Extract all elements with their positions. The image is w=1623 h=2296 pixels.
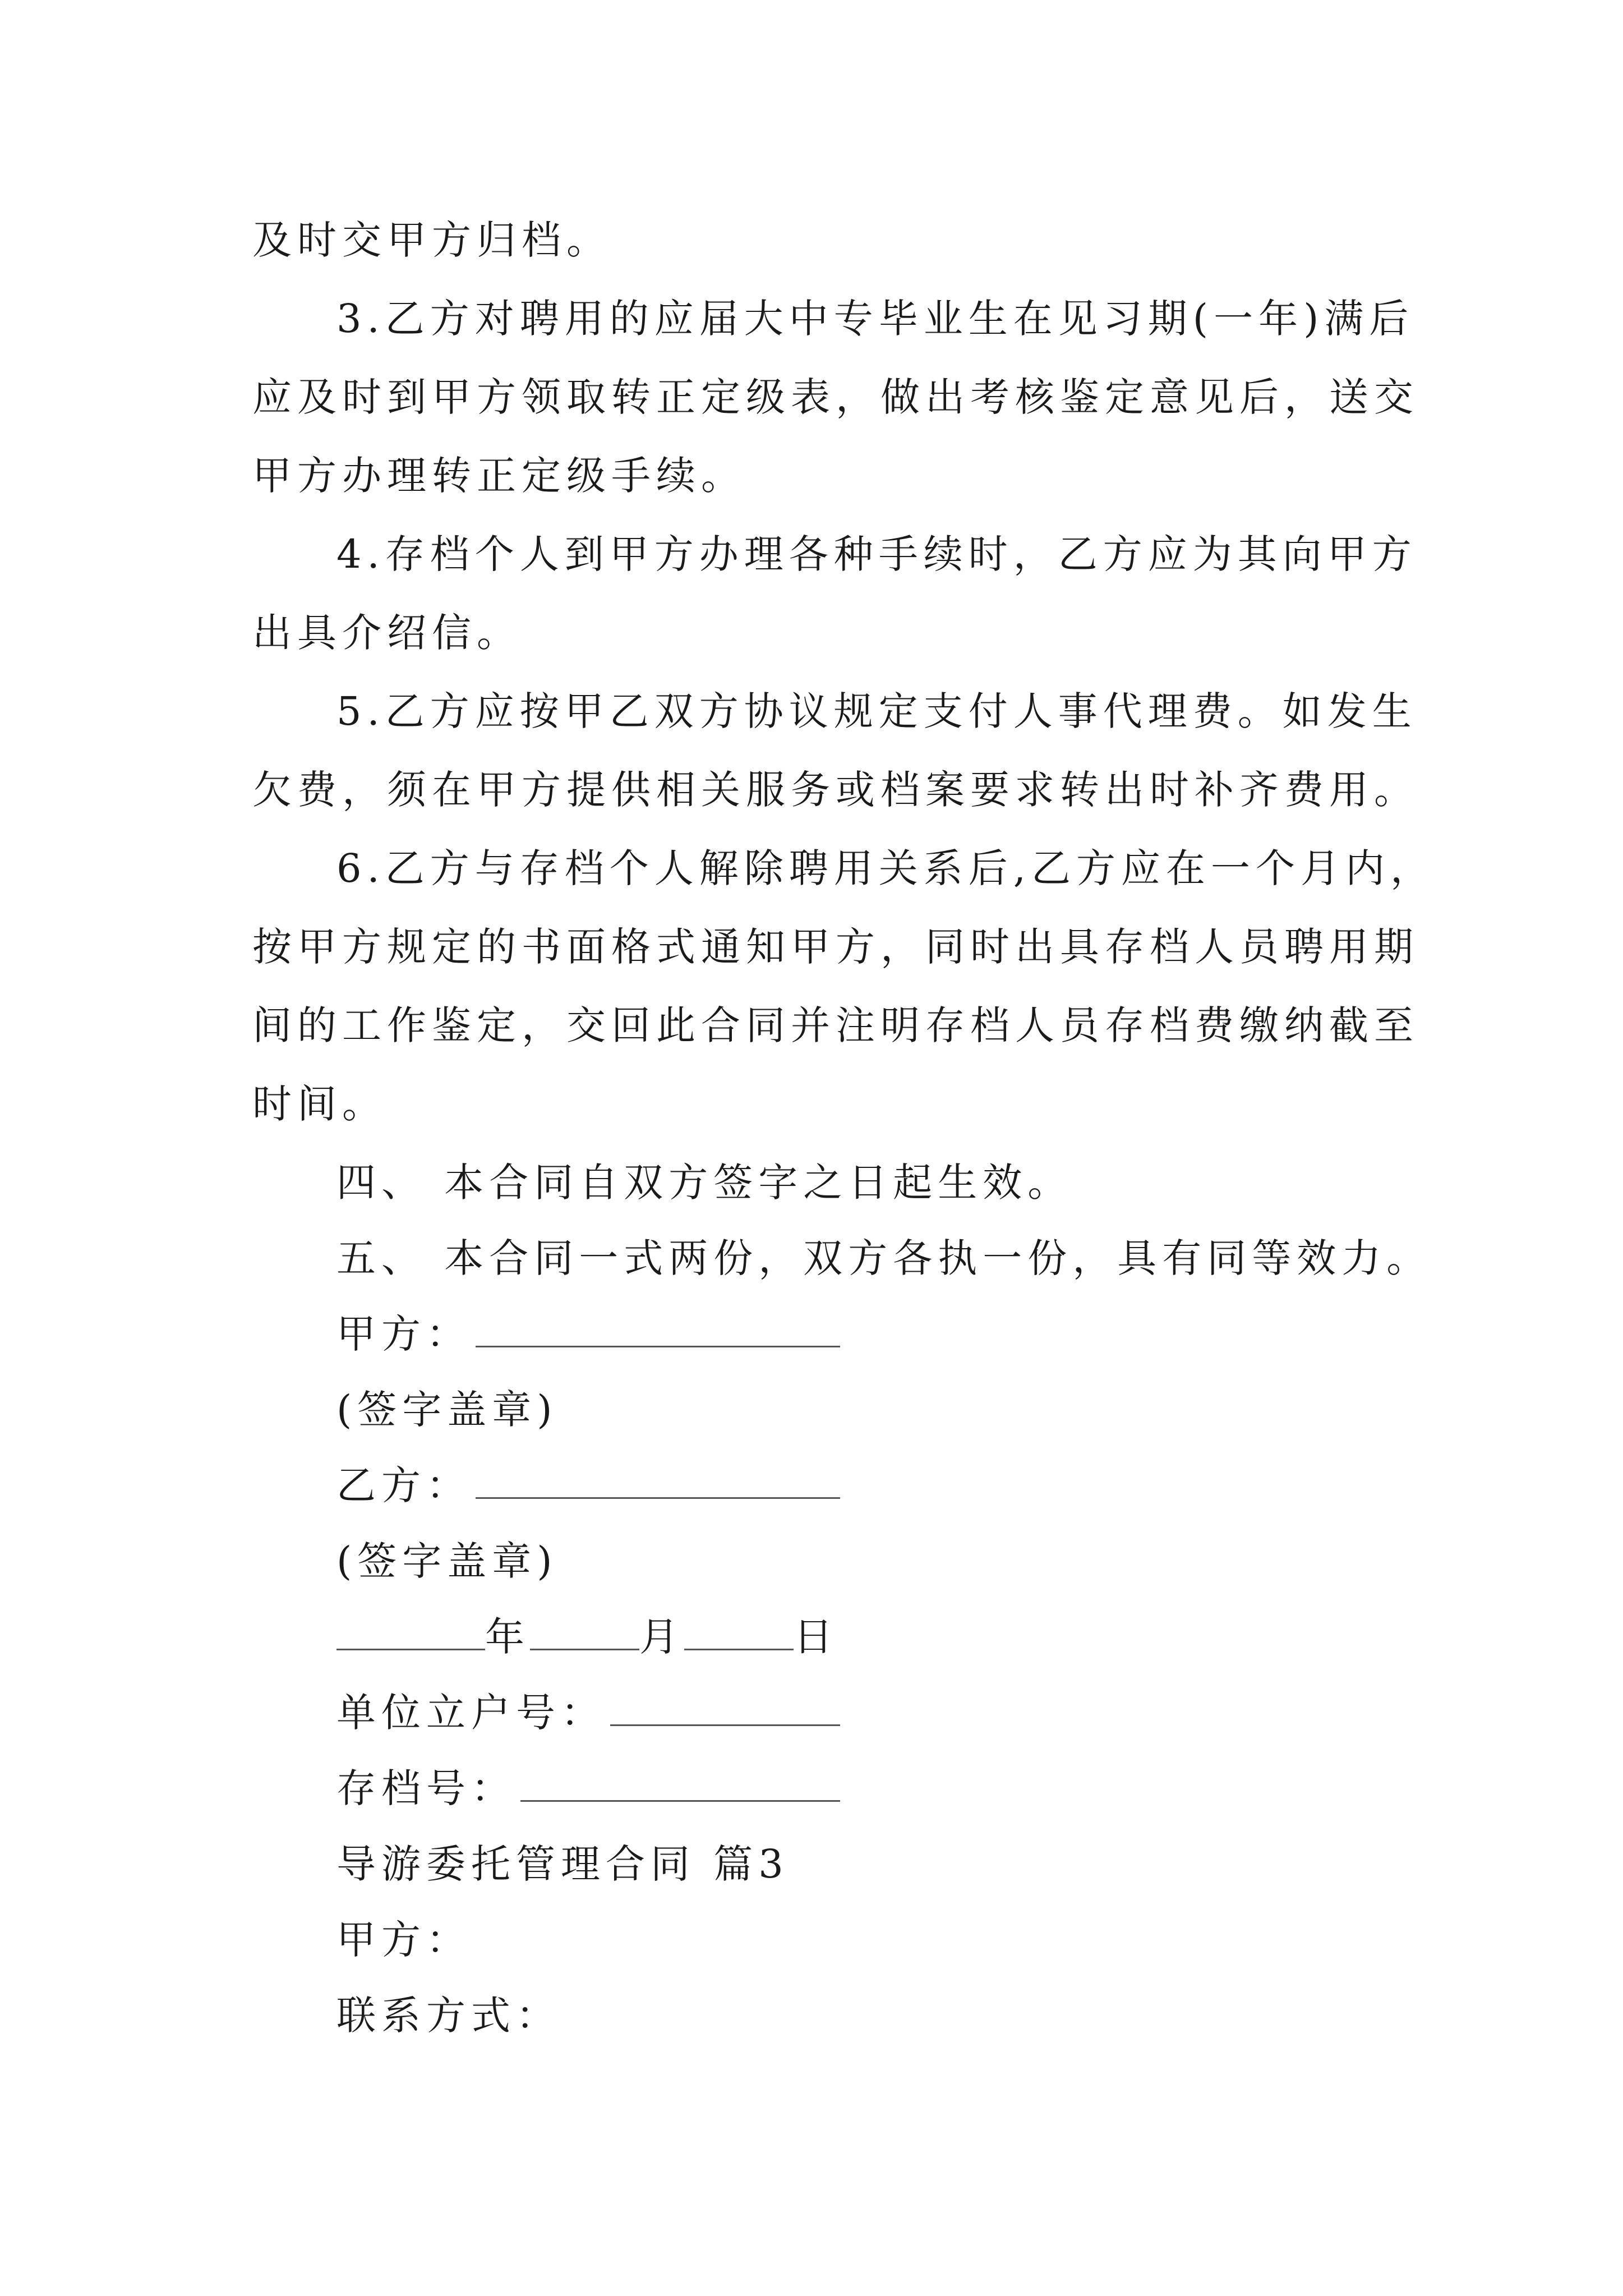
paragraph-line: 时间。	[252, 1081, 387, 1127]
next-party-a-label: 甲方：	[336, 1917, 471, 1963]
paragraph-line: 6.乙方与存档个人解除聘用关系后,乙方应在一个月内，	[336, 845, 1436, 891]
day-blank	[684, 1614, 794, 1650]
paragraph-line: 甲方办理转正定级手续。	[252, 453, 746, 499]
year-label: 年	[485, 1614, 530, 1660]
year-blank	[336, 1614, 485, 1650]
party-a-label: 甲方：	[336, 1311, 471, 1357]
sign-seal-1: (签字盖章)	[336, 1387, 558, 1433]
next-contract-title: 导游委托管理合同 篇3	[336, 1841, 789, 1887]
date-row	[336, 1610, 838, 1664]
archive-number-blank	[520, 1765, 840, 1802]
contact-label: 联系方式：	[336, 1993, 561, 2039]
paragraph-line: 出具介绍信。	[252, 610, 522, 656]
article-five: 五、 本合同一式两份，双方各执一份，具有同等效力。	[336, 1235, 1432, 1281]
paragraph-line: 间的工作鉴定，交回此合同并注明存档人员存档费缴纳截至	[252, 1002, 1419, 1048]
month-label: 月	[639, 1614, 684, 1660]
party-a-signature-row	[336, 1307, 840, 1361]
party-b-signature-row	[336, 1458, 840, 1512]
unit-account-row	[336, 1686, 840, 1740]
party-b-blank	[476, 1462, 840, 1499]
month-blank	[530, 1614, 639, 1650]
paragraph-line: 按甲方规定的书面格式通知甲方，同时出具存档人员聘用期	[252, 924, 1419, 970]
party-b-label: 乙方：	[336, 1462, 471, 1508]
paragraph-line: 5.乙方应按甲乙双方协议规定支付人事代理费。如发生	[336, 688, 1417, 734]
paragraph-line: 欠费，须在甲方提供相关服务或档案要求转出时补齐费用。	[252, 767, 1419, 813]
unit-account-blank	[610, 1690, 840, 1726]
archive-number-label: 存档号：	[336, 1765, 516, 1811]
paragraph-line: 3.乙方对聘用的应届大中专毕业生在见习期(一年)满后	[336, 296, 1414, 342]
archive-number-row	[336, 1761, 840, 1815]
sign-seal-2: (签字盖章)	[336, 1538, 558, 1584]
unit-account-label: 单位立户号：	[336, 1690, 606, 1736]
day-label: 日	[794, 1614, 838, 1660]
paragraph-line: 及时交甲方归档。	[252, 217, 611, 263]
paragraph-line: 4.存档个人到甲方办理各种手续时，乙方应为其向甲方	[336, 531, 1417, 577]
article-four: 四、 本合同自双方签字之日起生效。	[336, 1159, 1073, 1205]
party-a-blank	[476, 1311, 840, 1347]
paragraph-line: 应及时到甲方领取转正定级表，做出考核鉴定意见后，送交	[252, 374, 1419, 420]
